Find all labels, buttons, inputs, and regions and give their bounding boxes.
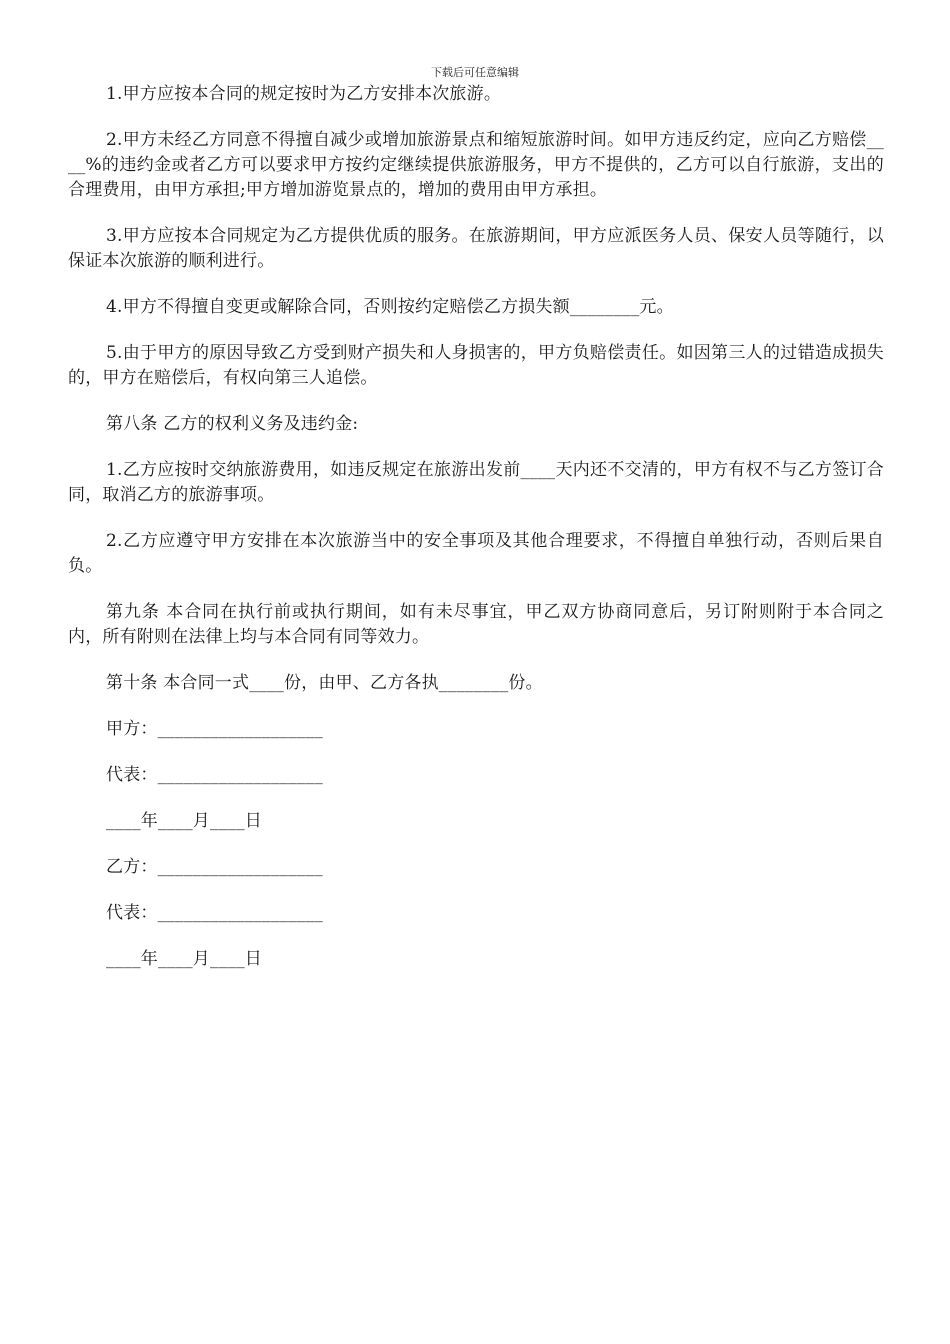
clause-7-item-5: 5.由于甲方的原因导致乙方受到财产损失和人身损害的，甲方负赔偿责任。如因第三人的过错造成损失的，甲方在赔偿后，有权向第三人追偿。 [68, 343, 884, 388]
clause-7-item-2: 2.甲方未经乙方同意不得擅自减少或增加旅游景点和缩短旅游时间。如甲方违反约定，应向乙方赔偿____%的违约金或者乙方可以要求甲方按约定继续提供旅游服务，甲方不提供的，乙方可以自行旅游，支出的合理费用，由甲方承担;甲方增加游览景点的，增加的费用由甲方承担。 [68, 130, 884, 200]
clause-7-item-1: 1.甲方应按本合同的规定按时为乙方安排本次旅游。 [106, 84, 502, 104]
party-a-representative-line: 代表：___________________ [106, 765, 323, 785]
party-b-line: 乙方：___________________ [106, 857, 323, 877]
clause-8-item-1: 1.乙方应按时交纳旅游费用，如违反规定在旅游出发前____天内还不交清的，甲方有权不与乙方签订合同，取消乙方的旅游事项。 [68, 460, 884, 505]
party-a-line: 甲方：___________________ [106, 719, 323, 739]
party-b-representative-line: 代表：___________________ [106, 903, 323, 923]
article-8-heading: 第八条 乙方的权利义务及违约金: [106, 414, 359, 434]
clause-7-item-3: 3.甲方应按本合同规定为乙方提供优质的服务。在旅游期间，甲方应派医务人员、保安人员等随行，以保证本次旅游的顺利进行。 [68, 226, 884, 271]
clause-7-item-4: 4.甲方不得擅自变更或解除合同，否则按约定赔偿乙方损失额________元。 [106, 297, 674, 317]
clause-8-item-2: 2.乙方应遵守甲方安排在本次旅游当中的安全事项及其他合理要求，不得擅自单独行动，否则后果自负。 [68, 531, 884, 576]
article-10: 第十条 本合同一式____份，由甲、乙方各执________份。 [106, 673, 543, 693]
header-note: 下载后可任意编辑 [431, 66, 519, 79]
party-a-date-line: ____年____月____日 [106, 811, 262, 831]
article-9: 第九条 本合同在执行前或执行期间，如有未尽事宜，甲乙双方协商同意后，另订附则附于本合同之内，所有附则在法律上均与本合同有同等效力。 [68, 602, 884, 647]
document-body [68, 82, 884, 993]
party-b-date-line: ____年____月____日 [106, 949, 262, 969]
